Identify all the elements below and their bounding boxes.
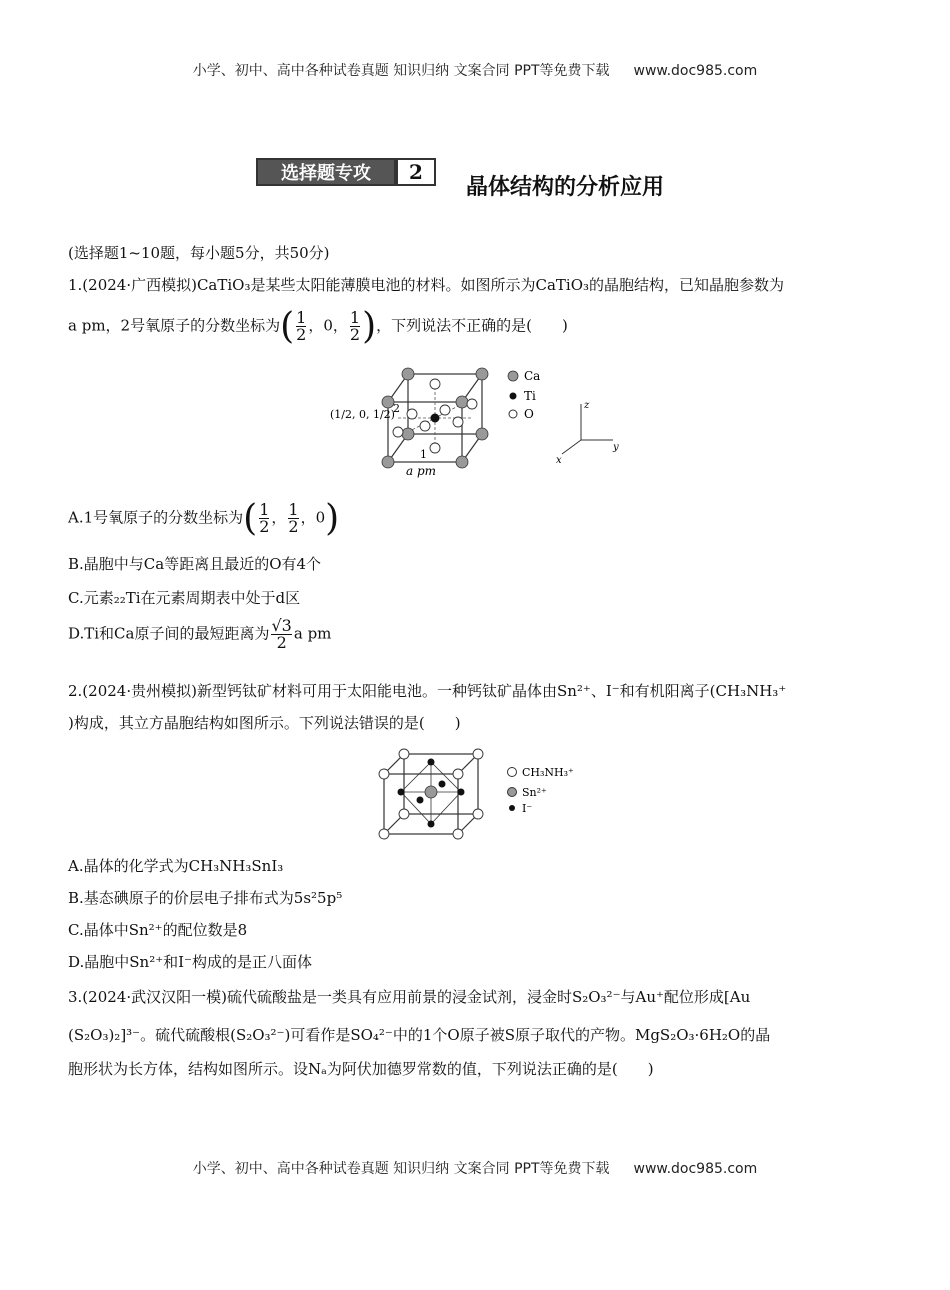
- legend-ti: Ti: [524, 389, 536, 403]
- q3-line2: (S₂O₃)₂]³⁻。硫代硫酸根(S₂O₃²⁻)可看作是SO₄²⁻中的1个O原子被S原子取代的产物。MgS₂O₃·6H₂O的晶: [68, 1026, 771, 1044]
- legend-i: I⁻: [522, 802, 533, 815]
- badge-label: 选择题专攻: [256, 158, 396, 186]
- q2-figure: [376, 748, 596, 840]
- q1-line2-a: a pm，2号氧原子的分数坐标为: [68, 316, 281, 335]
- svg-text:y: y: [613, 442, 619, 453]
- q1-option-d[interactable]: D.Ti和Ca原子间的最短距离为 $\frac{√3}{2}$ a pm: [68, 616, 332, 652]
- svg-text:z: z: [584, 400, 590, 411]
- q3-line3: 胞形状为长方体，结构如图所示。设Nₐ为阿伏加德罗常数的值，下列说法正确的是( ): [68, 1060, 654, 1078]
- page-header: [0, 60, 950, 80]
- svg-text:1: 1: [420, 448, 427, 461]
- q2-option-d[interactable]: D.晶胞中Sn²⁺和I⁻构成的是正八面体: [68, 953, 312, 971]
- page-title: 晶体结构的分析应用: [466, 175, 665, 200]
- section-badge: [256, 158, 436, 188]
- q1-figure: [328, 362, 628, 482]
- badge-number: 2: [396, 158, 436, 186]
- legend-sn: Sn²⁺: [522, 786, 547, 799]
- header-url[interactable]: www.doc985.com: [633, 63, 758, 79]
- q2-option-b[interactable]: B.基态碘原子的价层电子排布式为5s²5p⁵: [68, 889, 343, 907]
- svg-text:2: 2: [393, 402, 400, 415]
- q3-line1: 3.(2024·武汉汉阳一模)硫代硫酸盐是一类具有应用前景的浸金试剂，浸金时S₂O₃²⁻与Au⁺配位形成[Au: [68, 988, 751, 1006]
- q1-fig-coord: (1/2, 0, 1/2): [330, 408, 395, 421]
- q1-option-b[interactable]: B.晶胞中与Ca等距离且最近的O有4个: [68, 555, 322, 573]
- q1-fig-label: a pm: [406, 464, 437, 478]
- intro-text: (选择题1~10题，每小题5分，共50分): [68, 244, 330, 262]
- footer-text: 小学、初中、高中各种试卷真题 知识归纳 文案合同 PPT等免费下载: [192, 1161, 610, 1177]
- q2-option-a[interactable]: A.晶体的化学式为CH₃NH₃SnI₃: [68, 857, 284, 875]
- q1-line1: 1.(2024·广西模拟)CaTiO₃是某些太阳能薄膜电池的材料。如图所示为CaTiO₃的晶胞结构，已知晶胞参数为: [68, 276, 785, 294]
- svg-text:x: x: [556, 455, 562, 466]
- header-text: 小学、初中、高中各种试卷真题 知识归纳 文案合同 PPT等免费下载: [192, 63, 610, 79]
- legend-ca: Ca: [524, 369, 541, 383]
- q2-option-c[interactable]: C.晶体中Sn²⁺的配位数是8: [68, 921, 248, 939]
- legend-ch3nh3: CH₃NH₃⁺: [522, 766, 574, 779]
- q1-option-c[interactable]: C.元素₂₂Ti在元素周期表中处于d区: [68, 589, 301, 607]
- legend-o: O: [524, 407, 534, 421]
- q2-line1: 2.(2024·贵州模拟)新型钙钛矿材料可用于太阳能电池。一种钙钛矿晶体由Sn²⁺、I⁻和有机阳离子(CH₃NH₃⁺: [68, 682, 787, 700]
- q1-line2: a pm，2号氧原子的分数坐标为( $\frac{1}{2}$ ，0， $\frac{1}{2}$ )，下列说法不正确的是( ): [68, 306, 568, 347]
- footer-url[interactable]: www.doc985.com: [633, 1161, 758, 1177]
- q1-line2-b: ，下列说法不正确的是( ): [376, 316, 568, 335]
- q2-line2: )构成，其立方晶胞结构如图所示。下列说法错误的是( ): [68, 714, 461, 732]
- q1-option-a[interactable]: A.1号氧原子的分数坐标为( $\frac{1}{2}$ ， $\frac{1}{2}$ ，0): [68, 498, 340, 539]
- page-footer: [0, 1158, 950, 1178]
